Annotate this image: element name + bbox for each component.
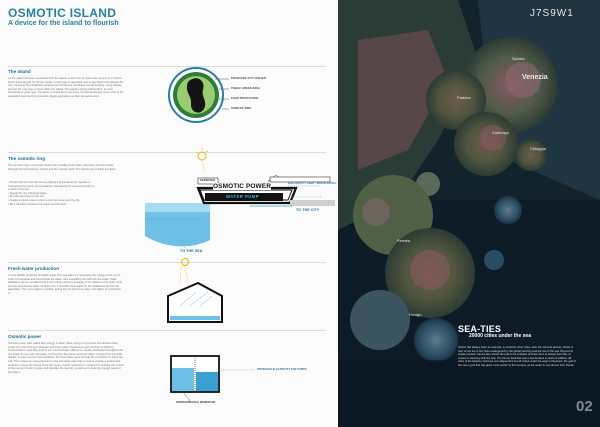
heading-fresh-water: Fresh water production: [8, 266, 60, 271]
list-item: maintaining the ocean and constantly maintaining the sea level thanks to: [8, 184, 95, 188]
list-item: • Be a transition between the ocean and the land.: [8, 202, 67, 206]
island-logo: [169, 68, 223, 122]
city-label: Spinea: [512, 56, 525, 61]
to-the-city-label: TO THE CITY: [296, 208, 320, 212]
city-label: Codevigo: [492, 130, 509, 135]
legend-item: OSMOTIC RING: [231, 107, 252, 110]
page-subtitle: A device for the island to flourish: [8, 20, 119, 27]
list-item: • Protect the city from the sea by playing a physical barrier capable of: [8, 181, 91, 184]
city-label: Rovigo: [409, 312, 422, 317]
list-item: • Provide electricity for the city.: [8, 195, 45, 199]
list-item: • Supply the city with fresh water.: [8, 191, 48, 195]
text-osmotic-power: Osmotic power, also called blue energy, is clean. Blue energy is a process that derives clean power from the mixing of saltwater and fresh water. Membranes and solutions of differing concentrations meet they tend to mix. Concentration difference equally distributed throughout the two sides. As one side salt water, coming from the ocean and fresh water, coming from the solar distiller. To even out the concentrations, the fresh water goes through the membrane to dilute the salt. This creates an extra pressure on the salt water side, that is used to actuate a turbine that produces energy. By having these two types of water electricity is produced to activate the motors of the pumps in order to keep and maintain the land dry as well as to meet the energy needs of the island.: [8, 342, 124, 374]
legend-item: FOOD PRODUCTION: [231, 97, 259, 100]
list-item: a series of pumps.: [8, 188, 30, 192]
legend-item: PRODUCED CITY CENTER: [231, 77, 266, 80]
heading-osmotic-power: Osmotic power: [8, 334, 42, 339]
to-the-sea-label: TO THE SEA: [180, 249, 203, 253]
water-pump-label: WATER PUMP: [226, 194, 260, 199]
solar-distiller-diagram: [168, 259, 222, 323]
city-label: Padova: [457, 95, 471, 100]
text-island: As the water has been evacuated from the island, a new form of nature has sprung up in Venice. Fresh areas appear for former canals. A new type of vegetation and a new fauna has adopted the city, producing the inhabitants pleasure and freshness. Gondolas are still working, using wheels, and are the only way to travel within the island. The island is being independent, at more thousands of years ago. Therefore, it produces its own food, through landscape crops. Part of the population went back to local and organic agriculture as their ancestors were.: [8, 77, 124, 98]
sea-ties-text: Venice has always been an example, a model for other cities. After the Venezia islands, Venice is next on the list of the cities endangered by the global warming and the rise of the sea. Beyond its simple survival, Venice also shows the path to be imitated, and lets them to accept their fate, to coexist in harmony with the sea. The former land that was a sea became a mesh of artifices. All cities of the Eastern world are set independent but all united under the aegis of Neptune, the god of the sea, a god that has given more power by the humans, as the water is now almost their friends.: [458, 346, 576, 367]
heading-ring: The osmotic ring: [8, 156, 46, 161]
electricity-note: PRODUCES ELECTRICITY FOR PUMPS: [257, 368, 307, 371]
text-ring: The osmotic ring is a physical barrier that provides fresh water, electricity and acts a filter although the limit between Venice and the outside world. The barrier has multiple functions:: [8, 164, 117, 171]
page-title: OSMOTIC ISLAND: [8, 6, 117, 20]
supply-label: ELECTRICITY / LIGHT / WATER SUPPLY: [288, 182, 337, 185]
sea-ties-subtitle: 20000 cities under the sea: [469, 333, 531, 339]
heading-island: The island: [8, 69, 31, 74]
sea-ties-title: SEA-TIES: [458, 324, 502, 334]
text-fresh-water: A solar distiller produces drinkable water from sea water by harvesting the energy of the sun in order to evaporate and concentrate the water, thus separating the salt from the water. Solar distillation can be considered as a form of the recovery because of the relation to the solar cycle and the greenhouse effect. Furthermore, it provides fresh water for the inhabitants and for the agriculture. The more water is needed, during the hot and sunny days, the higher its production is.: [8, 274, 122, 295]
list-item: • Create a leisure area in order to join the ocean and the city.: [8, 198, 81, 202]
project-code: J7S9W1: [530, 8, 574, 19]
legend-item: PUBLIC GREEN AREA: [231, 87, 261, 90]
page-number: 02: [576, 398, 593, 415]
membrane-note: SEMIPERMEABLE MEMBRANE: [176, 401, 216, 404]
osmotic-power-label: OSMOTIC POWER: [213, 183, 271, 190]
seawater-box-label: SEAWATER: [200, 179, 216, 182]
city-label: Chioggia: [530, 146, 546, 151]
city-label: Ferrara: [397, 238, 411, 243]
city-label: Venezia: [522, 74, 548, 81]
osmotic-power-diagram: [171, 356, 255, 401]
